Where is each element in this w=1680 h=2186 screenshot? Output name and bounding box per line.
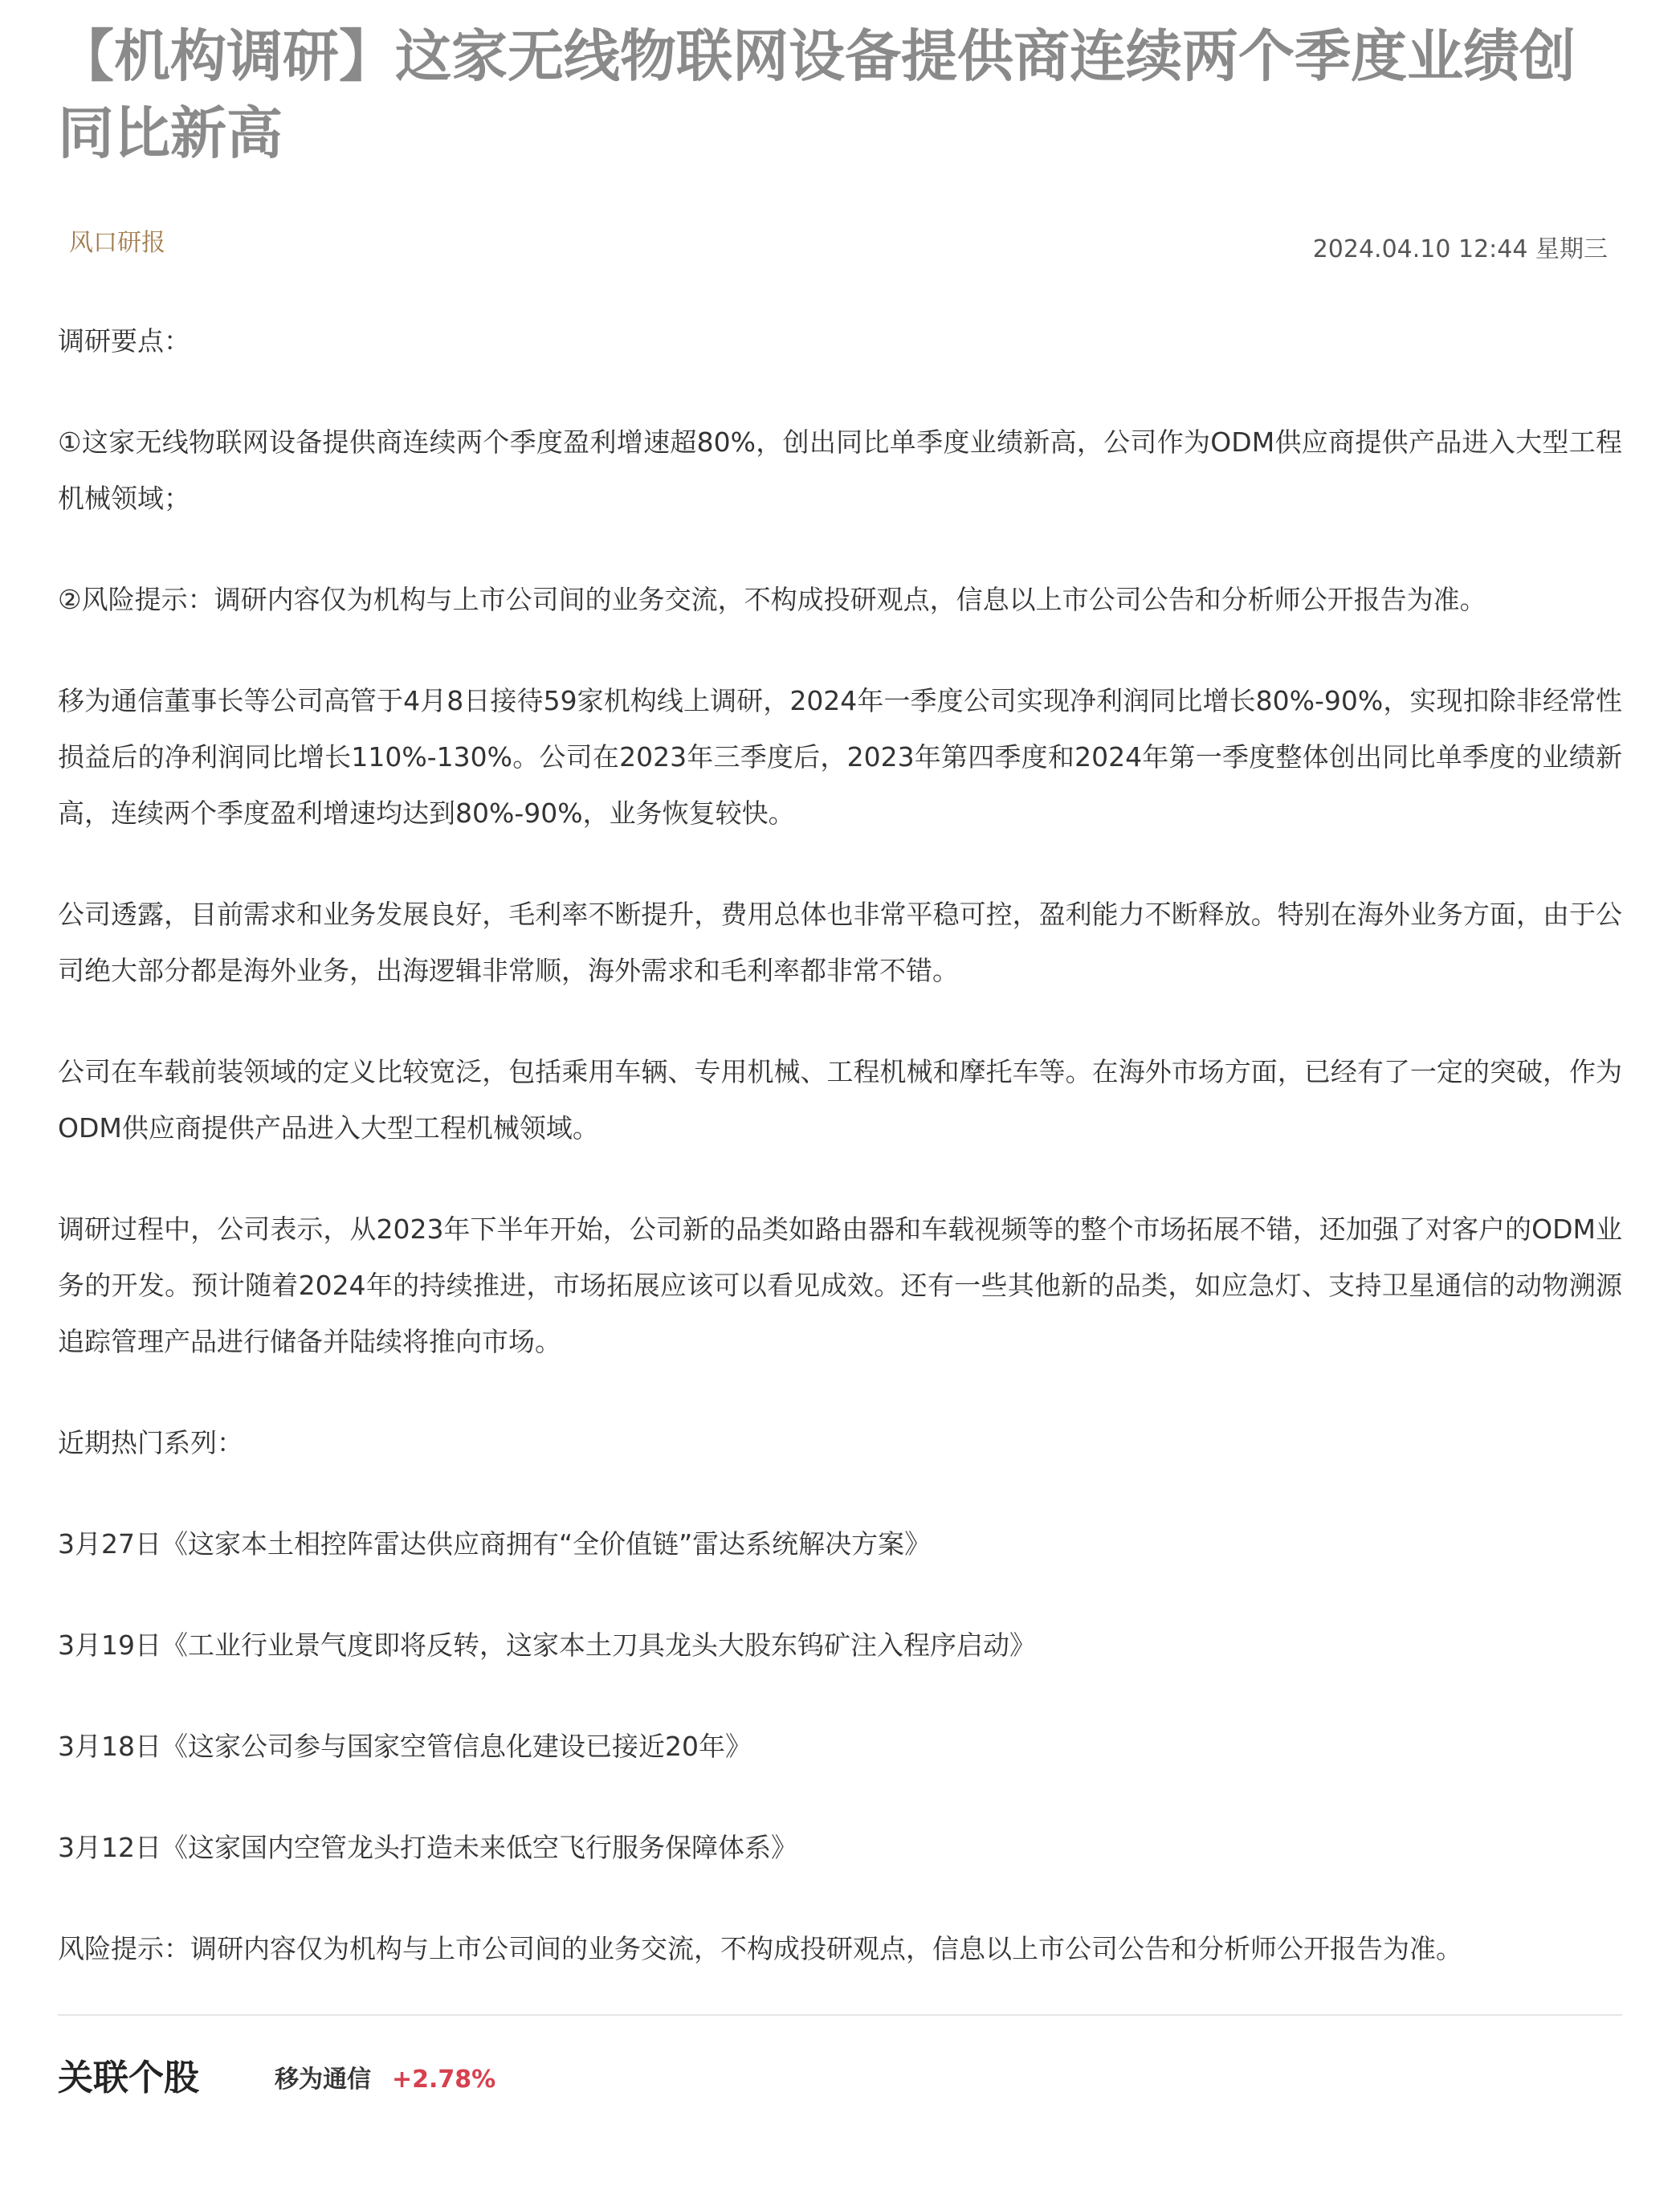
- related-stock-change[interactable]: +2.78%: [392, 2066, 496, 2094]
- body-paragraph-4: 调研过程中，公司表示，从2023年下半年开始，公司新的品类如路由器和车载视频等的整个市场拓展不错，还加强了对客户的ODM业务的开发。预计随着2024年的持续推进，市场拓展应该可以看见成效。还有一些其他新的品类，如应急灯、支持卫星通信的动物溯源追踪管理产品进行储备并陆续将推向市场。: [58, 1213, 1622, 1357]
- body-paragraph-1: 移为通信董事长等公司高管于4月8日接待59家机构线上调研，2024年一季度公司实现净利润同比增长80%-90%，实现扣除非经常性损益后的净利润同比增长110%-130%。公司在2023年三季度后，2023年第四季度和2024年第一季度整体创出同比单季度的业绩新高，连续两个季度盈利增速均达到80%-90%，业务恢复较快。: [58, 685, 1622, 829]
- hot-series-link-2[interactable]: 3月19日《工业行业景气度即将反转，这家本土刀具龙头大股东钨矿注入程序启动》: [58, 1629, 1036, 1661]
- body-paragraph-3: 公司在车载前装领域的定义比较宽泛，包括乘用车辆、专用机械、工程机械和摩托车等。在海外市场方面，已经有了一定的突破，作为ODM供应商提供产品进入大型工程机械领域。: [58, 1056, 1622, 1144]
- hot-series-label: 近期热门系列：: [58, 1427, 243, 1458]
- hot-series-link-1[interactable]: 3月27日《这家本土相控阵雷达供应商拥有“全价值链”雷达系统解决方案》: [58, 1528, 932, 1560]
- related-stocks-title: 关联个股: [58, 2058, 199, 2098]
- article-body: [58, 313, 1622, 1977]
- key-points-label: 调研要点：: [58, 325, 190, 357]
- related-stocks-section: [58, 2049, 1622, 2107]
- key-point-1: ①这家无线物联网设备提供商连续两个季度盈利增速超80%，创出同比单季度业绩新高，公司作为ODM供应商提供产品进入大型工程机械领域；: [58, 426, 1622, 514]
- related-stock-name[interactable]: 移为通信: [275, 2066, 371, 2094]
- article-datetime: 2024.04.10 12:44 星期三: [1312, 235, 1608, 263]
- body-paragraph-2: 公司透露，目前需求和业务发展良好，毛利率不断提升，费用总体也非常平稳可控，盈利能力不断释放。特别在海外业务方面，由于公司绝大部分都是海外业务，出海逻辑非常顺，海外需求和毛利率都非常不错。: [58, 899, 1622, 986]
- article-source[interactable]: 风口研报: [69, 229, 165, 257]
- risk-notice: 风险提示：调研内容仅为机构与上市公司间的业务交流，不构成投研观点，信息以上市公司公告和分析师公开报告为准。: [58, 1933, 1462, 1964]
- hot-series-link-3[interactable]: 3月18日《这家公司参与国家空管信息化建设已接近20年》: [58, 1731, 752, 1762]
- article-title: 【机构调研】这家无线物联网设备提供商连续两个季度业绩创同比新高: [58, 23, 1576, 166]
- article-meta: [58, 225, 1622, 263]
- key-point-2: ②风险提示：调研内容仅为机构与上市公司间的业务交流，不构成投研观点，信息以上市公司公告和分析师公开报告为准。: [58, 584, 1486, 615]
- section-divider: [58, 2014, 1622, 2016]
- hot-series-link-4[interactable]: 3月12日《这家国内空管龙头打造未来低空飞行服务保障体系》: [58, 1832, 797, 1863]
